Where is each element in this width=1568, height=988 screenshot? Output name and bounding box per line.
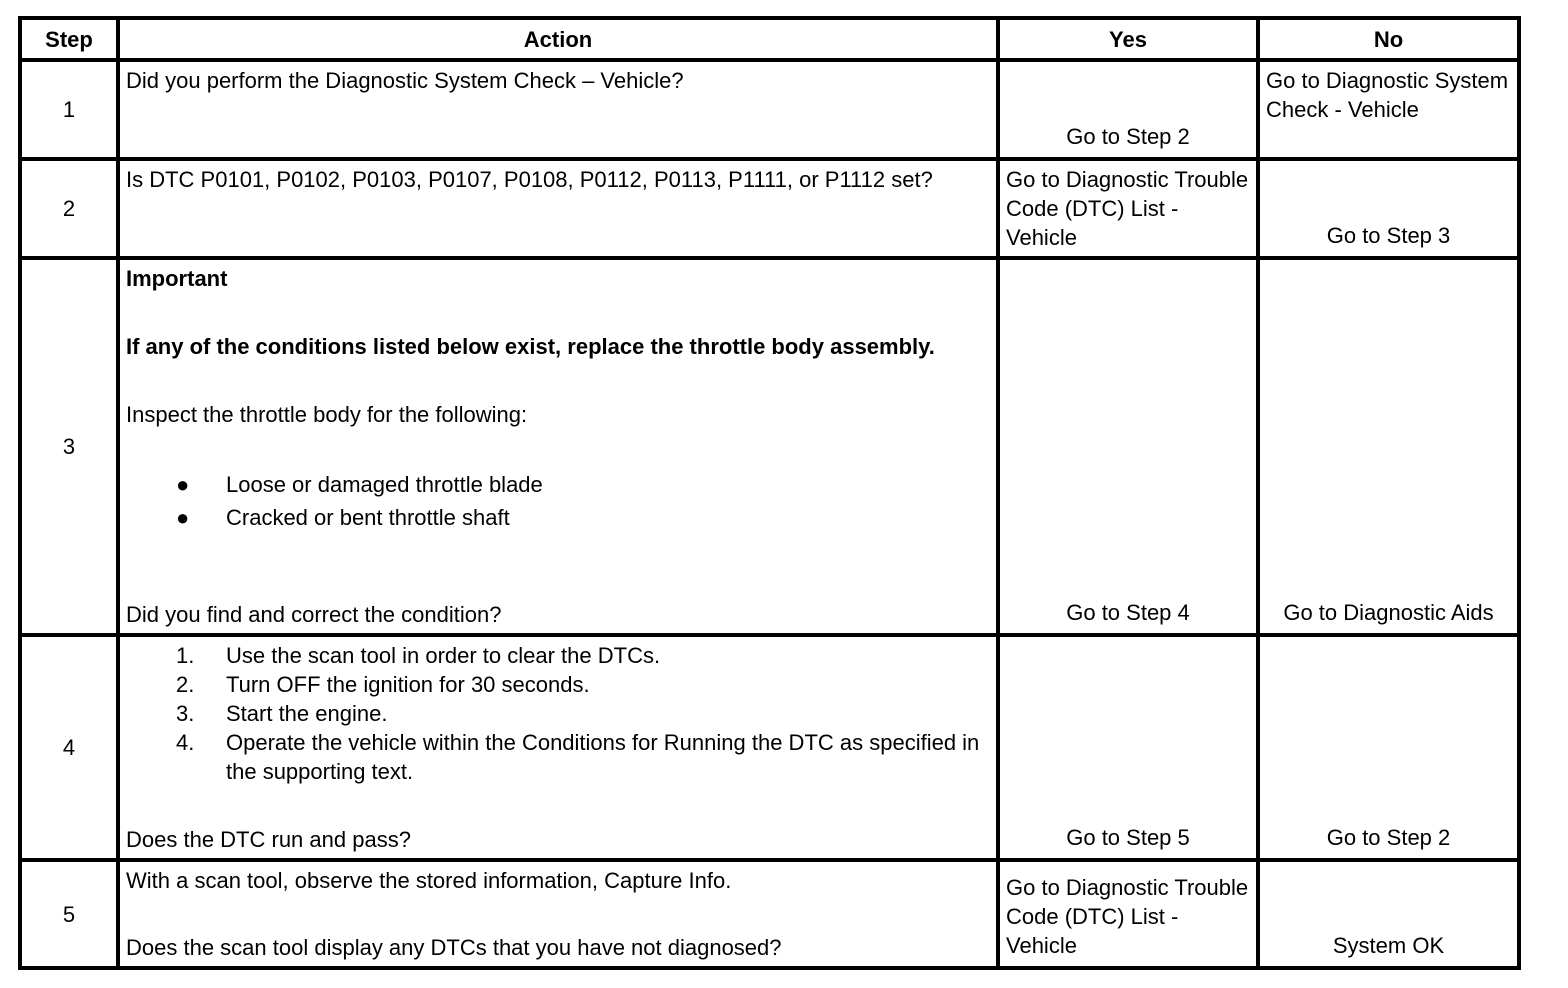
yes-cell [998,159,1258,258]
yes-answer: Go to Diagnostic Trouble Code (DTC) List - Vehicle [1006,875,1249,958]
step-number: 2 [18,159,118,258]
step-number: 4 [18,635,118,860]
bullet-icon: ● [176,472,190,497]
action-question: Did you find and correct the condition? [126,602,502,627]
yes-cell [998,258,1258,635]
action-cell [118,860,998,970]
list-item-text: Use the scan tool in order to clear the DTCs. [226,643,661,668]
no-answer: Go to Diagnostic Aids [1283,600,1494,625]
list-number: 1. [176,643,195,668]
action-question: Does the DTC run and pass? [126,827,411,852]
list-item-text: Loose or damaged throttle blade [226,472,543,497]
no-cell [1258,60,1521,159]
list-number: 2. [176,672,195,697]
action-question: Does the scan tool display any DTCs that you have not diagnosed? [126,935,782,960]
header-yes: Yes [998,16,1258,60]
list-item [126,641,990,670]
yes-answer: Go to Step 2 [1066,124,1190,149]
action-cell [118,635,998,860]
inspect-text: Inspect the throttle body for the following: [126,402,528,427]
important-label: Important [126,266,228,291]
list-item-text: Start the engine. [226,701,388,726]
no-cell [1258,635,1521,860]
no-cell [1258,860,1521,970]
yes-cell [998,60,1258,159]
no-answer: Go to Step 2 [1326,825,1451,850]
list-number: 4. [176,730,195,755]
no-answer: Go to Step 3 [1326,223,1451,248]
list-item [126,728,990,786]
action-question: Did you perform the Diagnostic System Check – Vehicle? [126,68,684,93]
bullet-icon: ● [176,505,190,530]
action-cell [118,159,998,258]
header-no: No [1258,16,1521,60]
header-step: Step [18,16,118,60]
list-item-text: Cracked or bent throttle shaft [226,505,510,530]
yes-answer: Go to Diagnostic Trouble Code (DTC) List - Vehicle [1006,167,1249,250]
no-cell [1258,159,1521,258]
step-number: 3 [18,258,118,635]
important-text: If any of the conditions listed below exist, replace the throttle body assembly. [126,334,935,359]
procedure-list [126,641,990,786]
list-number: 3. [176,701,195,726]
condition-list [126,468,990,534]
action-cell [118,60,998,159]
yes-answer: Go to Step 4 [1066,600,1190,625]
header-action: Action [118,16,998,60]
list-item [126,501,990,534]
action-question: Is DTC P0101, P0102, P0103, P0107, P0108, P0112, P0113, P1111, or P1112 set? [126,167,933,192]
list-item [126,699,990,728]
action-cell [118,258,998,635]
yes-cell [998,860,1258,970]
no-answer: System OK [1332,933,1445,958]
no-answer: Go to Diagnostic System Check - Vehicle [1266,68,1509,122]
step-number: 5 [18,860,118,970]
no-cell [1258,258,1521,635]
yes-cell [998,635,1258,860]
list-item-text: Turn OFF the ignition for 30 seconds. [226,672,590,697]
yes-answer: Go to Step 5 [1066,825,1190,850]
diagnostic-table [18,16,1521,970]
step-number: 1 [18,60,118,159]
list-item-text: Operate the vehicle within the Conditions for Running the DTC as specified in the supporting text. [226,730,980,784]
list-item [126,468,990,501]
list-item [126,670,990,699]
observe-text: With a scan tool, observe the stored information, Capture Info. [126,868,732,893]
